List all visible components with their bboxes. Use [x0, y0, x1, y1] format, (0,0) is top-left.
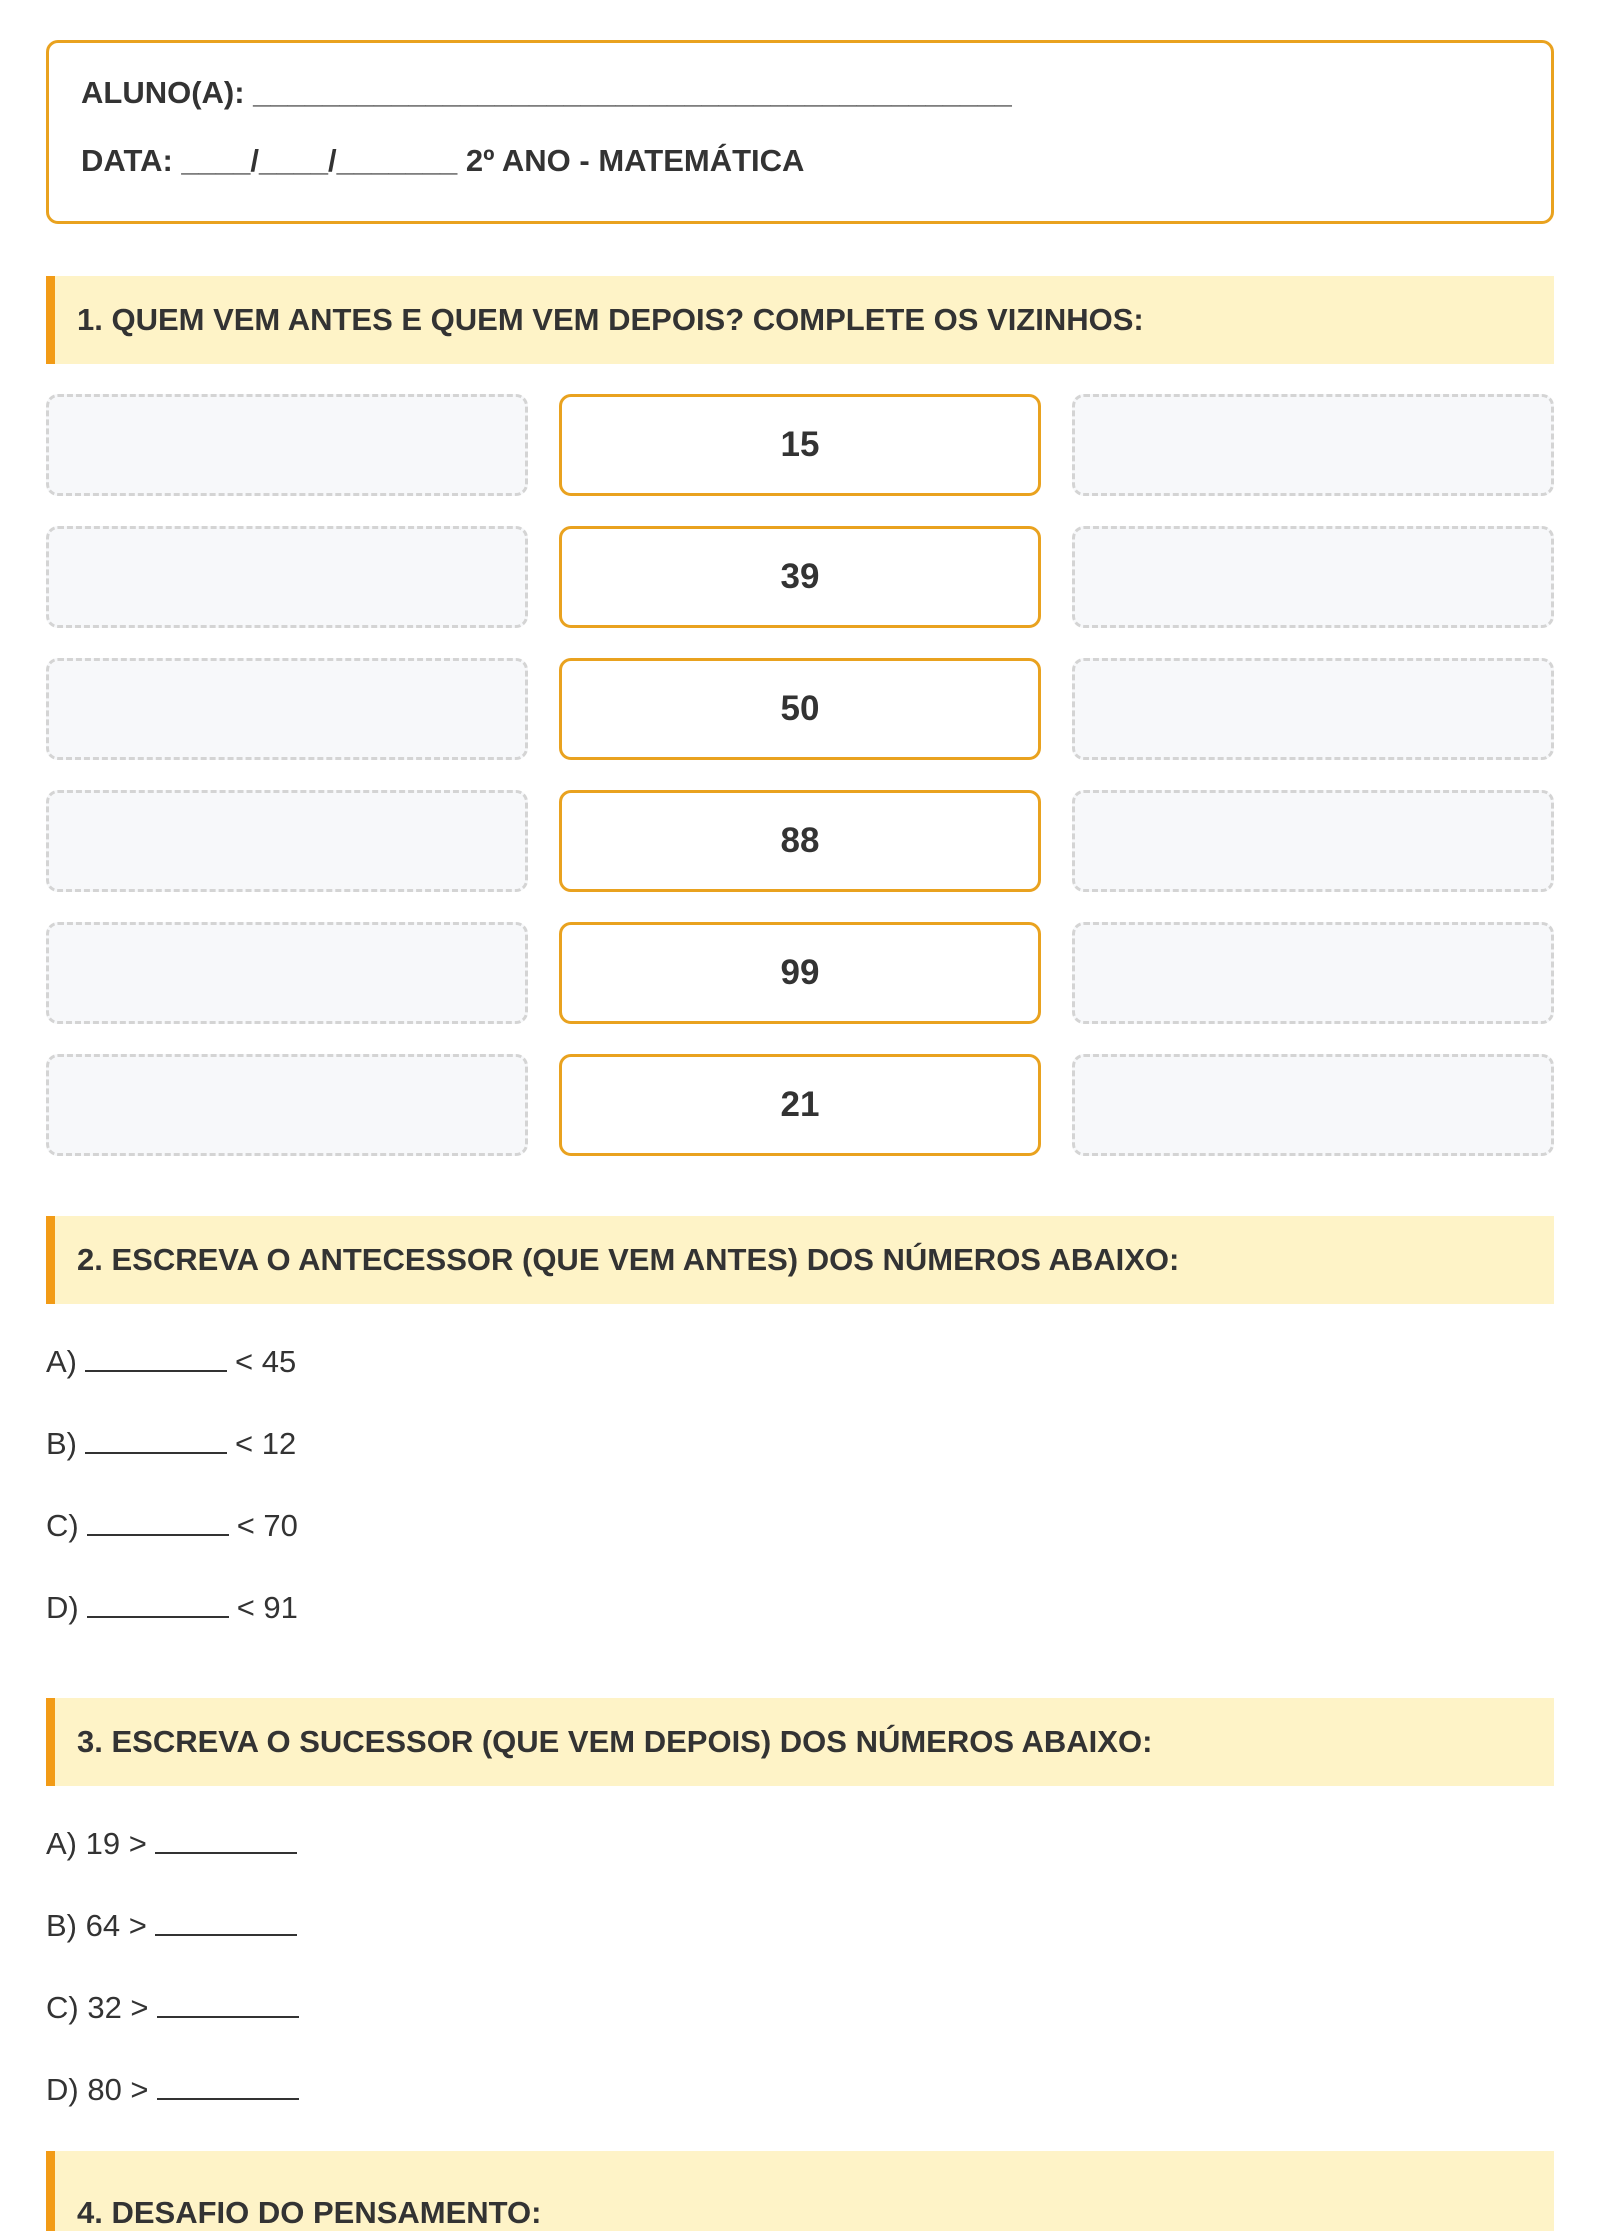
item-prefix: C) 32 >	[46, 1990, 149, 2025]
after-number-box[interactable]	[1072, 790, 1554, 892]
list-item	[46, 1904, 1554, 1946]
list-item	[46, 1822, 1554, 1864]
item-letter: D)	[46, 1590, 79, 1625]
item-prefix: D) 80 >	[46, 2072, 149, 2107]
worksheet	[46, 40, 1554, 2231]
date-grade-line: DATA: ____/____/_______ 2º ANO - MATEMÁTICA	[81, 143, 805, 178]
neighbors-row	[46, 658, 1554, 760]
section-3-title: 3. ESCREVA O SUCESSOR (QUE VEM DEPOIS) DOS NÚMEROS ABAIXO:	[46, 1698, 1554, 1786]
neighbors-row	[46, 526, 1554, 628]
successor-list	[46, 1822, 1554, 2110]
answer-blank[interactable]	[87, 1586, 229, 1618]
answer-blank[interactable]	[157, 1986, 299, 2018]
neighbors-row	[46, 1054, 1554, 1156]
item-prefix: B) 64 >	[46, 1908, 147, 1943]
given-number-box: 15	[559, 394, 1041, 496]
item-letter: B)	[46, 1426, 77, 1461]
after-number-box[interactable]	[1072, 1054, 1554, 1156]
student-info-box	[46, 40, 1554, 224]
neighbors-grid	[46, 394, 1554, 1156]
answer-blank[interactable]	[155, 1904, 297, 1936]
before-number-box[interactable]	[46, 394, 528, 496]
before-number-box[interactable]	[46, 1054, 528, 1156]
list-item	[46, 2068, 1554, 2110]
after-number-box[interactable]	[1072, 394, 1554, 496]
after-number-box[interactable]	[1072, 526, 1554, 628]
answer-blank[interactable]	[155, 1822, 297, 1854]
item-comparison: < 91	[236, 1590, 298, 1625]
neighbors-row	[46, 394, 1554, 496]
given-number-box: 99	[559, 922, 1041, 1024]
item-letter: C)	[46, 1508, 79, 1543]
neighbors-row	[46, 922, 1554, 1024]
section-4-title: 4. DESAFIO DO PENSAMENTO:	[46, 2151, 1554, 2231]
before-number-box[interactable]	[46, 922, 528, 1024]
list-item	[46, 1504, 1554, 1546]
after-number-box[interactable]	[1072, 922, 1554, 1024]
list-item	[46, 1340, 1554, 1382]
list-item	[46, 1422, 1554, 1464]
answer-blank[interactable]	[157, 2068, 299, 2100]
neighbors-row	[46, 790, 1554, 892]
given-number-box: 88	[559, 790, 1041, 892]
before-number-box[interactable]	[46, 526, 528, 628]
answer-blank[interactable]	[87, 1504, 229, 1536]
section-2-title: 2. ESCREVA O ANTECESSOR (QUE VEM ANTES) DOS NÚMEROS ABAIXO:	[46, 1216, 1554, 1304]
given-number-box: 39	[559, 526, 1041, 628]
item-comparison: < 45	[235, 1344, 297, 1379]
list-item	[46, 1986, 1554, 2028]
predecessor-list	[46, 1340, 1554, 1628]
after-number-box[interactable]	[1072, 658, 1554, 760]
student-name-line: ALUNO(A): ____________________________________________	[81, 75, 1012, 110]
section-1-title: 1. QUEM VEM ANTES E QUEM VEM DEPOIS? COMPLETE OS VIZINHOS:	[46, 276, 1554, 364]
before-number-box[interactable]	[46, 658, 528, 760]
answer-blank[interactable]	[85, 1340, 227, 1372]
item-letter: A)	[46, 1344, 77, 1379]
item-comparison: < 70	[236, 1508, 298, 1543]
given-number-box: 50	[559, 658, 1041, 760]
before-number-box[interactable]	[46, 790, 528, 892]
item-comparison: < 12	[235, 1426, 297, 1461]
list-item	[46, 1586, 1554, 1628]
given-number-box: 21	[559, 1054, 1041, 1156]
answer-blank[interactable]	[85, 1422, 227, 1454]
item-prefix: A) 19 >	[46, 1826, 147, 1861]
